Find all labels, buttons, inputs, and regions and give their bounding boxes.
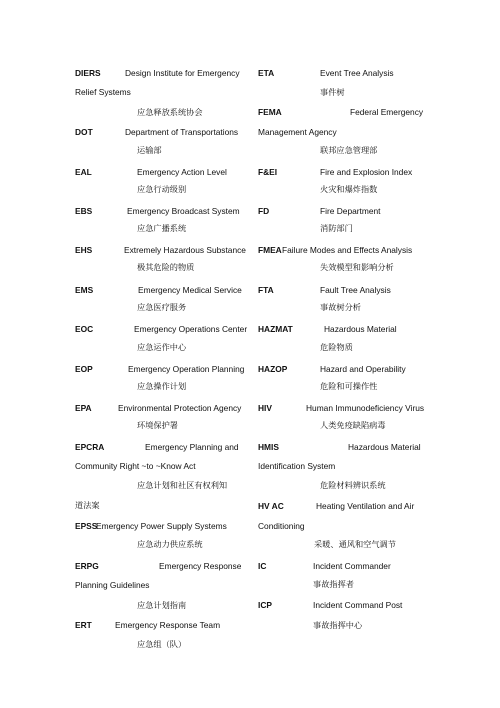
entry-abbr: FEMA [258, 107, 282, 117]
entry-full-cont: Planning Guidelines [75, 580, 150, 590]
entry-abbr: HV AC [258, 501, 284, 511]
entry-zh: 运输部 [137, 145, 162, 155]
entry-full: Failure Modes and Effects Analysis [282, 245, 413, 255]
entry-zh: 应急释放系统协会 [137, 107, 203, 117]
entry-abbr: HMIS [258, 442, 279, 452]
entry-zh: 极其危险的物质 [137, 262, 195, 272]
entry-full-cont: Conditioning [258, 521, 305, 531]
entry-abbr: EBS [75, 206, 93, 216]
entry-full-cont: Relief Systems [75, 87, 131, 97]
entry-abbr: IC [258, 561, 267, 571]
entry-full: Fire and Explosion Index [320, 167, 413, 177]
entry-zh-cont: 道法案 [75, 500, 100, 510]
entry-abbr: FMEA [258, 245, 282, 255]
entry-abbr: ERPG [75, 561, 99, 571]
entry-zh: 人类免疫缺陷病毒 [320, 420, 386, 430]
entry-zh: 应急组（队） [137, 639, 187, 649]
entry-full: Incident Command Post [313, 600, 403, 610]
entry-full: Federal Emergency [350, 107, 424, 117]
entry-abbr: EPCRA [75, 442, 105, 452]
entry-zh: 应急计划和社区有权利知 [137, 480, 228, 490]
entry-full: Emergency Response Team [115, 620, 221, 630]
entry-zh: 应急计划指南 [137, 600, 187, 610]
entry-full: Hazard and Operability [320, 364, 406, 374]
entry-zh: 事件树 [320, 87, 345, 97]
entry-full: Extremely Hazardous Substance [124, 245, 246, 255]
entry-full: Emergency Power Supply Systems [96, 521, 227, 531]
entry-full: Emergency Action Level [137, 167, 227, 177]
left-column [75, 0, 265, 708]
entry-full: Emergency Broadcast System [127, 206, 240, 216]
entry-full-cont: Community Right ~to ~Know Act [75, 461, 196, 471]
entry-zh: 失效模型和影响分析 [320, 262, 394, 272]
entry-zh: 应急动力供应系统 [137, 539, 203, 549]
entry-abbr: EAL [75, 167, 92, 177]
entry-abbr: EPA [75, 403, 92, 413]
entry-full-cont: Identification System [258, 461, 336, 471]
entry-full: Emergency Operation Planning [128, 364, 245, 374]
entry-zh: 应急医疗服务 [137, 302, 187, 312]
entry-abbr: EMS [75, 285, 94, 295]
entry-zh: 采暖、通风和空气调节 [314, 539, 396, 549]
entry-abbr: ETA [258, 68, 275, 78]
right-column [258, 0, 448, 708]
entry-abbr: FTA [258, 285, 274, 295]
entry-zh: 应急广播系统 [137, 223, 187, 233]
entry-zh: 危险物质 [320, 342, 353, 352]
entry-abbr: EOC [75, 324, 94, 334]
entry-full: Environmental Protection Agency [118, 403, 242, 413]
entry-full: Emergency Response [159, 561, 242, 571]
entry-zh: 应急操作计划 [137, 381, 187, 391]
entry-full: Design Institute for Emergency [125, 68, 240, 78]
entry-abbr: ICP [258, 600, 272, 610]
entry-abbr: DOT [75, 127, 93, 137]
entry-abbr: DIERS [75, 68, 101, 78]
entry-zh: 火灾和爆炸指数 [320, 184, 378, 194]
entry-abbr: EOP [75, 364, 93, 374]
entry-zh: 消防部门 [320, 223, 353, 233]
entry-full: Human Immunodeficiency Virus [306, 403, 425, 413]
entry-full: Event Tree Analysis [320, 68, 394, 78]
entry-full: Department of Transportations [125, 127, 239, 137]
entry-zh: 联邦应急管理部 [320, 145, 378, 155]
entry-full: Emergency Operations Center [134, 324, 248, 334]
entry-full: Heating Ventilation and Air [316, 501, 415, 511]
entry-zh: 应急行动级别 [137, 184, 187, 194]
entry-full: Emergency Planning and [145, 442, 239, 452]
entry-zh: 应急运作中心 [137, 342, 187, 352]
entry-zh: 危险材料辨识系统 [320, 480, 386, 490]
entry-abbr: HAZOP [258, 364, 288, 374]
entry-abbr: EPSS [75, 521, 98, 531]
entry-zh: 危险和可操作性 [320, 381, 378, 391]
entry-zh: 事故指挥中心 [313, 620, 363, 630]
entry-full: Emergency Medical Service [138, 285, 242, 295]
entry-zh: 事故树分析 [320, 302, 361, 312]
entry-abbr: HAZMAT [258, 324, 293, 334]
entry-abbr: FD [258, 206, 270, 216]
entry-abbr: F&EI [258, 167, 278, 177]
entry-full: Fire Department [320, 206, 381, 216]
entry-full: Hazardous Material [324, 324, 397, 334]
entry-full: Incident Commander [313, 561, 391, 571]
entry-full: Fault Tree Analysis [320, 285, 391, 295]
entry-abbr: ERT [75, 620, 92, 630]
entry-full-cont: Management Agency [258, 127, 337, 137]
entry-zh: 事故指挥者 [313, 579, 354, 589]
entry-abbr: HIV [258, 403, 272, 413]
entry-full: Hazardous Material [348, 442, 421, 452]
entry-zh: 环境保护署 [137, 420, 178, 430]
entry-abbr: EHS [75, 245, 93, 255]
